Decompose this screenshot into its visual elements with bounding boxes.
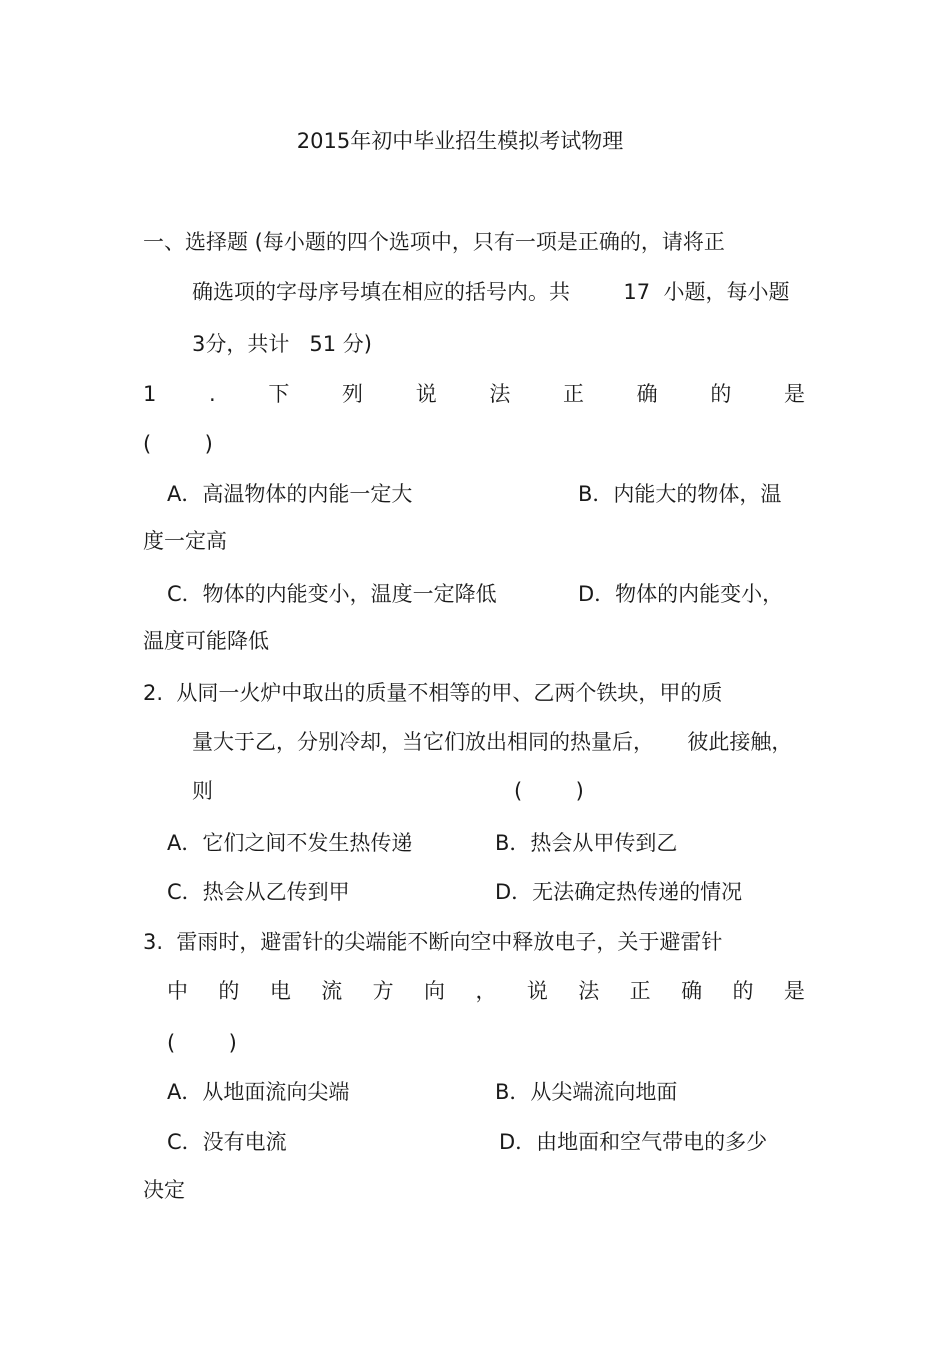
q1-option-b: B．内能大的物体，温 bbox=[578, 482, 782, 506]
q1-option-a: A．高温物体的内能一定大 bbox=[167, 482, 413, 506]
q1-char: . bbox=[209, 382, 216, 406]
q3-char: 向 bbox=[424, 979, 446, 1003]
q3-char: 中 bbox=[167, 979, 188, 1003]
q1-char: 1 bbox=[143, 382, 157, 406]
q1-option-d-continued: 温度可能降低 bbox=[143, 629, 269, 653]
q2-option-b: B．热会从甲传到乙 bbox=[495, 831, 678, 855]
section-heading: 一、选择题 (每小题的四个选项中，只有一项是正确的，请将正 bbox=[143, 230, 725, 254]
q1-stem bbox=[143, 380, 805, 408]
q1-option-c: C．物体的内能变小，温度一定降低 bbox=[167, 582, 497, 606]
q2-stem-line1: 2. 从同一火炉中取出的质量不相等的甲、乙两个铁块，甲的质 bbox=[143, 681, 723, 705]
q2-option-d: D．无法确定热传递的情况 bbox=[495, 880, 743, 904]
q3-char: 法 bbox=[578, 979, 600, 1003]
q3-char: 方 bbox=[372, 979, 394, 1003]
q1-char: 是 bbox=[783, 382, 805, 406]
q3-option-d: D．由地面和空气带电的多少 bbox=[499, 1130, 768, 1154]
q3-answer-bracket: ( ) bbox=[167, 1031, 237, 1055]
q3-option-d-continued: 决定 bbox=[143, 1178, 185, 1202]
q3-option-b: B．从尖端流向地面 bbox=[495, 1080, 678, 1104]
q1-char: 的 bbox=[710, 382, 732, 406]
q3-option-a: A．从地面流向尖端 bbox=[167, 1080, 350, 1104]
q3-char: 确 bbox=[681, 979, 703, 1003]
q3-char: 电 bbox=[269, 979, 291, 1003]
q3-char: 正 bbox=[629, 979, 651, 1003]
q1-option-b-continued: 度一定高 bbox=[143, 529, 227, 553]
q2-stem-line3: 则 bbox=[192, 779, 213, 803]
section-score: 3分，共计 51 分) bbox=[192, 332, 372, 356]
q3-char: 的 bbox=[218, 979, 240, 1003]
page-title: 2015年初中毕业招生模拟考试物理 bbox=[296, 129, 624, 153]
q1-char: 法 bbox=[489, 382, 511, 406]
q2-stem-line2: 量大于乙，分别冷却，当它们放出相同的热量后， 彼此接触， bbox=[192, 730, 793, 754]
q1-char: 说 bbox=[415, 382, 437, 406]
q3-option-c: C．没有电流 bbox=[167, 1130, 287, 1154]
q1-answer-bracket: ( ) bbox=[143, 432, 213, 456]
q1-char: 下 bbox=[268, 382, 290, 406]
q3-char: 说 bbox=[526, 979, 548, 1003]
q1-char: 确 bbox=[636, 382, 658, 406]
section-instructions: 确选项的字母序号填在相应的括号内。共 17 小题，每小题 bbox=[192, 280, 790, 304]
q2-option-a: A．它们之间不发生热传递 bbox=[167, 831, 413, 855]
q3-char: 的 bbox=[732, 979, 754, 1003]
q2-option-c: C．热会从乙传到甲 bbox=[167, 880, 350, 904]
q1-char: 正 bbox=[563, 382, 584, 406]
q2-answer-bracket: ( ) bbox=[514, 779, 584, 803]
q3-stem-line2 bbox=[167, 977, 805, 1005]
q1-char: 列 bbox=[342, 382, 364, 406]
q3-stem-line1: 3. 雷雨时，避雷针的尖端能不断向空中释放电子，关于避雷针 bbox=[143, 930, 723, 954]
q3-char: 是 bbox=[783, 979, 805, 1003]
q3-char: ， bbox=[475, 979, 497, 1003]
q1-option-d: D．物体的内能变小， bbox=[578, 582, 784, 606]
q3-char: 流 bbox=[321, 979, 343, 1003]
